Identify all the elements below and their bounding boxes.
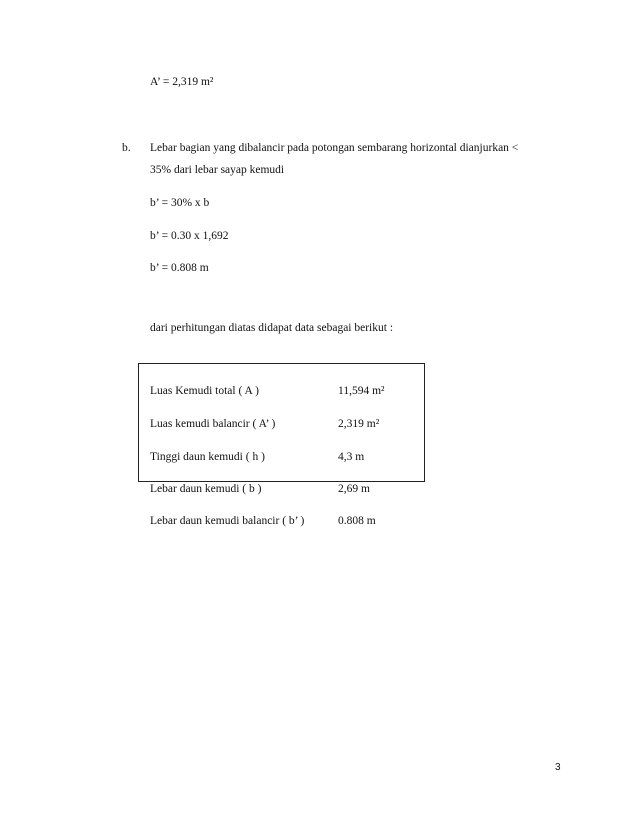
summary-intro: dari perhitungan diatas didapat data sebagai berikut : [150, 322, 394, 334]
top-result-equation: A’ = 2,319 m² [150, 76, 214, 88]
table-row-value: 2,319 m² [338, 418, 380, 430]
table-row-label: Tinggi daun kemudi ( h ) [150, 451, 265, 463]
table-row-value: 2,69 m [338, 483, 370, 495]
table-row-value: 4,3 m [338, 451, 365, 463]
table-row-label: Luas kemudi balancir ( A’ ) [150, 418, 276, 430]
page-number: 3 [555, 762, 561, 773]
equation-b-prime-calc: b’ = 0.30 x 1,692 [150, 230, 229, 242]
section-b-text-line1: Lebar bagian yang dibalancir pada potongan sembarang horizontal dianjurkan < [150, 142, 519, 154]
section-b-text-line2: 35% dari lebar sayap kemudi [150, 164, 285, 176]
table-row-value: 0.808 m [338, 515, 376, 527]
equation-b-prime-percent: b’ = 30% x b [150, 197, 210, 209]
equation-b-prime-result: b’ = 0.808 m [150, 262, 209, 274]
table-row-value: 11,594 m² [338, 385, 385, 397]
section-b-marker: b. [122, 142, 131, 154]
table-row-label: Lebar daun kemudi balancir ( b’ ) [150, 515, 305, 527]
table-row-label: Luas Kemudi total ( A ) [150, 385, 259, 397]
table-row-label: Lebar daun kemudi ( b ) [150, 483, 262, 495]
